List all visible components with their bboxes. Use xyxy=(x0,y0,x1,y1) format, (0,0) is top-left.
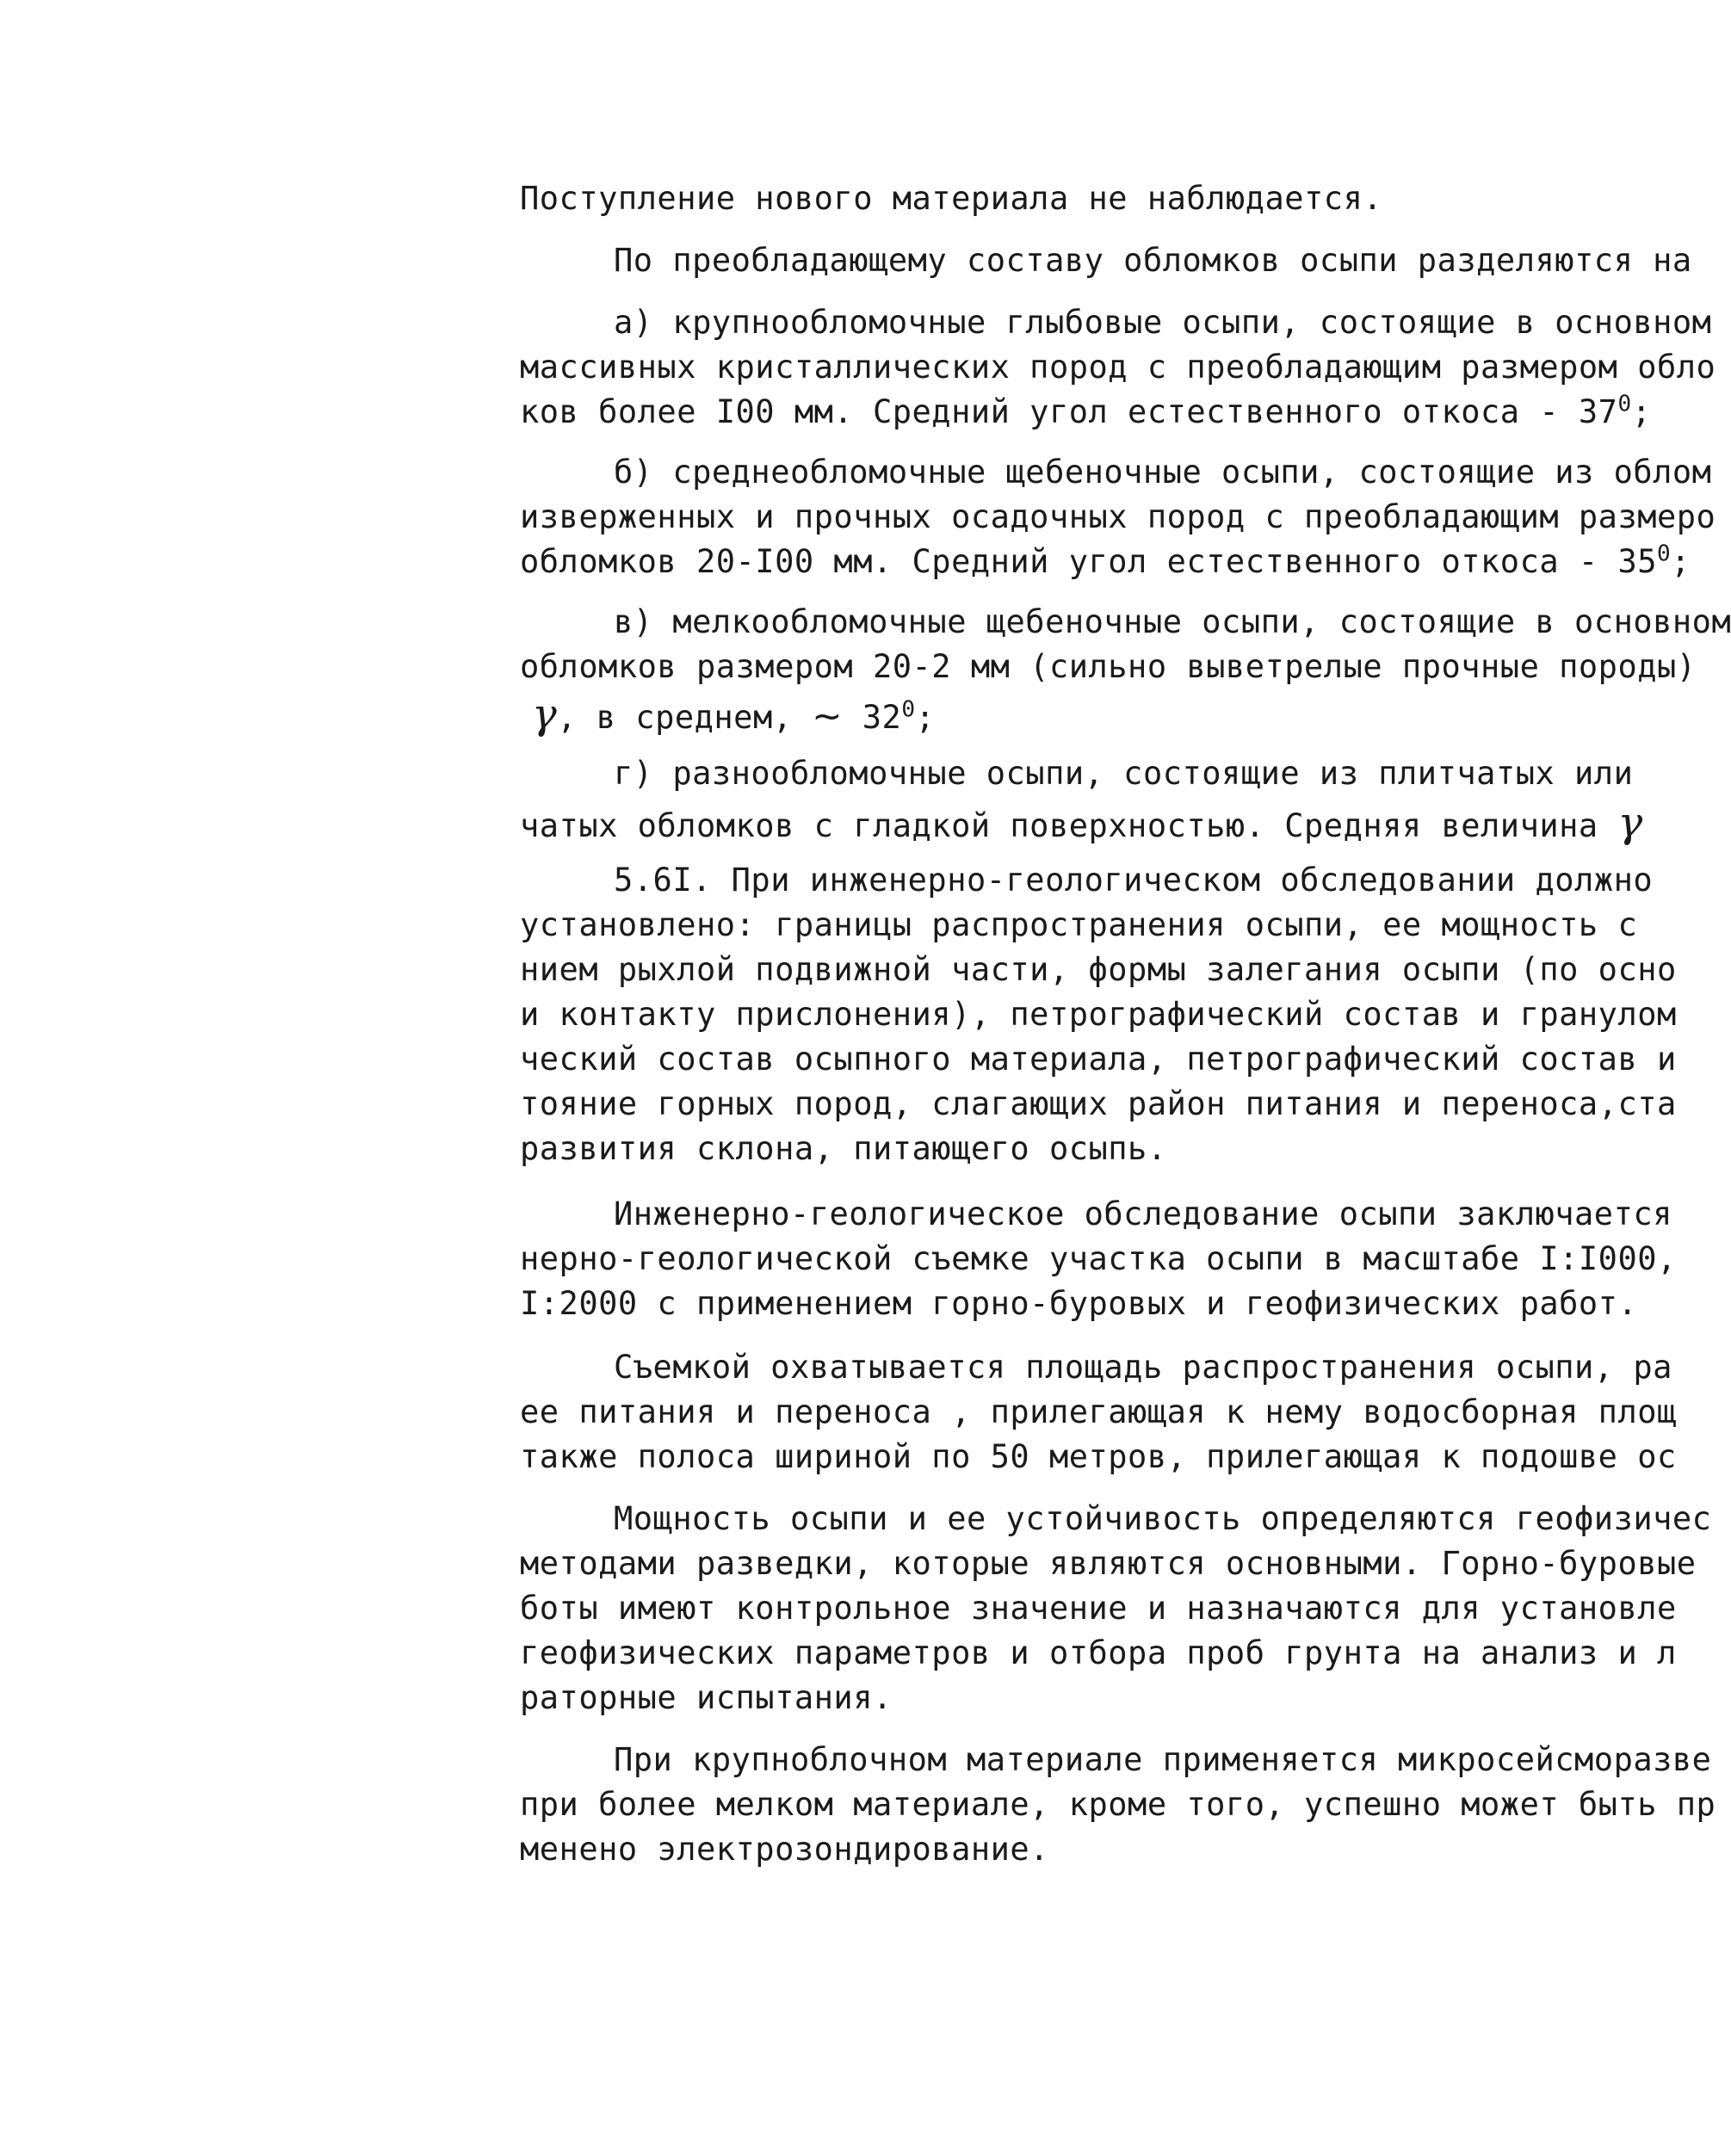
paragraph-start-line: По преобладающему составу обломков осыпи разделяются на xyxy=(614,242,1692,279)
text-line: боты имеют контрольное значение и назначаются для установле xyxy=(520,1590,1677,1627)
text-line xyxy=(520,391,1652,430)
text-line: нием рыхлой подвижной части, формы залегания осыпи (по осно xyxy=(520,951,1677,988)
text-fragment: 32 xyxy=(862,699,902,736)
gamma-symbol: γ xyxy=(532,690,558,738)
text-line: массивных кристаллических пород с преобладающим размером обло xyxy=(520,349,1716,386)
text-line: установлено: границы распространения осыпи, ее мощность с xyxy=(520,906,1638,943)
text-line: развития склона, питающего осыпь. xyxy=(520,1130,1167,1167)
degree-superscript: 0 xyxy=(1657,541,1672,567)
text-fragment: обломков 20-I00 мм. Средний угол естественного откоса - 35 xyxy=(520,543,1658,580)
paragraph-start-line: Съемкой охватывается площадь распространения осыпи, ра xyxy=(614,1349,1672,1386)
text-line: методами разведки, которые являются основными. Горно-буровые xyxy=(520,1545,1697,1582)
text-fragment: ков более I00 мм. Средний угол естественного откоса - 37 xyxy=(520,393,1618,430)
list-item-a-line: а) крупнообломочные глыбовые осыпи, состоящие в основном xyxy=(614,304,1712,341)
section-5-61-line: 5.6I. При инженерно-геологическом обследовании должно xyxy=(614,862,1654,899)
degree-superscript: 0 xyxy=(1617,391,1632,417)
text-line: I:2000 с применением горно-буровых и геофизических работ. xyxy=(520,1285,1638,1322)
list-item-v-line: в) мелкообломочные щебеночные осыпи, состоящие в основном xyxy=(614,603,1731,640)
text-fragment: чатых обломков с гладкой поверхностью. Средняя величина xyxy=(520,807,1598,844)
paragraph-start-line: Инженерно-геологическое обследование осыпи заключается xyxy=(614,1195,1672,1232)
text-line: и контакту прислонения), петрографический состав и гранулом xyxy=(520,996,1677,1033)
text-line: при более мелком материале, кроме того, успешно может быть пр xyxy=(520,1786,1716,1823)
text-fragment: ; xyxy=(1671,543,1691,580)
tilde-symbol: ~ xyxy=(812,695,843,737)
text-line xyxy=(520,799,1643,847)
text-fragment: ; xyxy=(915,699,936,736)
text-line: геофизических параметров и отбора проб грунта на анализ и л xyxy=(520,1634,1677,1671)
paragraph-start-line: При крупноблочном материале применяется микросейсморазве xyxy=(614,1741,1712,1778)
text-fragment: , в среднем, xyxy=(557,699,793,736)
text-line: обломков размером 20-2 мм (сильно выветрелые прочные породы) xyxy=(520,648,1697,685)
text-line: ческий состав осыпного материала, петрографический состав и xyxy=(520,1041,1677,1078)
text-line: менено электрозондирование. xyxy=(520,1831,1049,1868)
text-fragment: ; xyxy=(1631,393,1652,430)
text-line: ее питания и переноса , прилегающая к нему водосборная площ xyxy=(520,1393,1677,1430)
text-line: изверженных и прочных осадочных пород с преобладающим размеро xyxy=(520,498,1716,535)
text-line: тояние горных пород, слагающих район питания и переноса,ста xyxy=(520,1085,1677,1122)
text-line: нерно-геологической съемке участка осыпи в масштабе I:I000, xyxy=(520,1240,1677,1277)
text-line: также полоса шириной по 50 метров, прилегающая к подошве ос xyxy=(520,1438,1677,1475)
text-line: раторные испытания. xyxy=(520,1679,893,1716)
text-line xyxy=(532,690,936,738)
degree-superscript: 0 xyxy=(901,696,916,723)
text-line: Поступление нового материала не наблюдается. xyxy=(520,180,1383,217)
list-item-b-line: б) среднеобломочные щебеночные осыпи, состоящие из облом xyxy=(614,454,1712,491)
text-line xyxy=(520,541,1691,580)
paragraph-start-line: Мощность осыпи и ее устойчивость определяются геофизичес xyxy=(614,1500,1712,1537)
gamma-symbol: γ xyxy=(1617,799,1643,847)
list-item-g-line: г) разнообломочные осыпи, состоящие из плитчатых или xyxy=(614,755,1634,792)
